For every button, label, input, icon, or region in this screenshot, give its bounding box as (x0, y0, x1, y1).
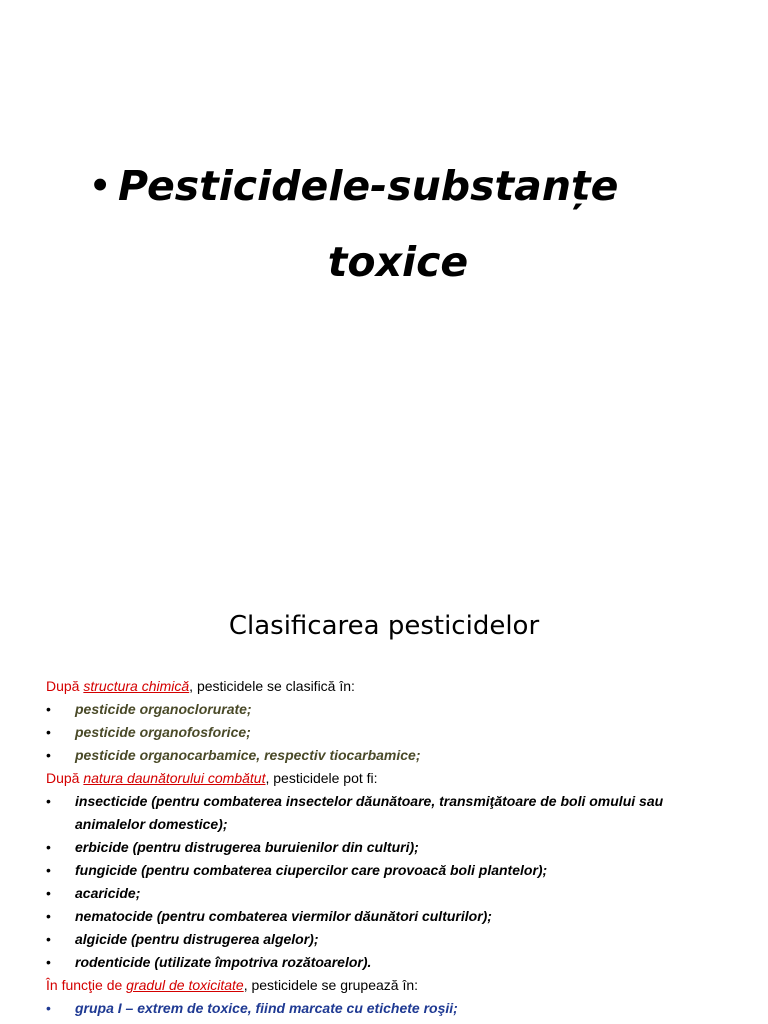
section-suffix: , pesticidele pot fi: (265, 770, 378, 786)
section-toxicity (46, 974, 736, 997)
list-item-text: pesticide organoclorurate; (75, 701, 252, 717)
list-item-text: algicide (pentru distrugerea algelor); (75, 931, 319, 947)
section-pest-nature (46, 767, 736, 790)
chemical-structure-list (46, 698, 736, 767)
classification-slide (0, 578, 768, 1024)
section-chemical-structure (46, 675, 736, 698)
bullet-dot: • (46, 931, 51, 947)
bullet-dot: • (46, 839, 51, 855)
section-keyword: natura daunătorului combătut (83, 770, 266, 786)
bullet-dot: • (46, 701, 51, 717)
slide-heading: Clasificarea pesticidelor (228, 611, 540, 641)
bullet-dot: • (46, 724, 51, 740)
section-suffix: , pesticidele se clasifică în: (189, 678, 355, 694)
bullet-dot: • (46, 885, 51, 901)
title-text-1: Pesticidele-substanțe (118, 162, 619, 210)
list-item-text: grupa I – extrem de toxice, fiind marcate cu etichete roşii; (75, 1000, 458, 1016)
list-item (46, 951, 736, 974)
list-item (46, 882, 736, 905)
list-item-text: acaricide; (75, 885, 141, 901)
bullet-dot: • (46, 954, 51, 970)
list-item-text: nematocide (pentru combaterea viermilor dăunători culturilor); (75, 908, 492, 924)
title-bullet: • (88, 162, 113, 210)
list-item (46, 997, 736, 1020)
list-item (46, 905, 736, 928)
title-line-1 (88, 148, 728, 224)
section-keyword: gradul de toxicitate (126, 977, 244, 993)
bullet-dot: • (46, 862, 51, 878)
bullet-dot: • (46, 908, 51, 924)
pest-nature-list (46, 790, 736, 974)
bullet-dot: • (46, 747, 51, 763)
list-item-text: rodenticide (utilizate împotriva rozătoarelor). (75, 954, 372, 970)
toxicity-list (46, 997, 736, 1020)
list-item-text: pesticide organocarbamice, respectiv tiocarbamice; (75, 747, 421, 763)
section-prefix: În funcţie de (46, 977, 127, 993)
slide-content (46, 675, 736, 1020)
list-item-text: pesticide organofosforice; (75, 724, 251, 740)
list-item (46, 928, 736, 951)
list-item-text: insecticide (pentru combaterea insectelor dăunătoare, transmiţătoare de boli omului sau animalelor domestice); (75, 793, 664, 832)
list-item-text: fungicide (pentru combaterea ciupercilor care provoacă boli plantelor); (75, 862, 548, 878)
section-keyword: structura chimică (83, 678, 190, 694)
section-prefix: După (46, 770, 84, 786)
section-suffix: , pesticidele se grupează în: (243, 977, 419, 993)
list-item (46, 859, 736, 882)
section-prefix: După (46, 678, 84, 694)
slide-title (88, 148, 728, 300)
list-item (46, 698, 736, 721)
list-item (46, 744, 736, 767)
list-item (46, 790, 736, 836)
list-item (46, 836, 736, 859)
list-item-text: erbicide (pentru distrugerea buruienilor din culturi); (75, 839, 419, 855)
title-line-2 (88, 224, 708, 300)
title-text-2: toxice (327, 238, 469, 286)
list-item (46, 721, 736, 744)
bullet-dot: • (46, 793, 51, 809)
bullet-dot: • (46, 1000, 51, 1016)
